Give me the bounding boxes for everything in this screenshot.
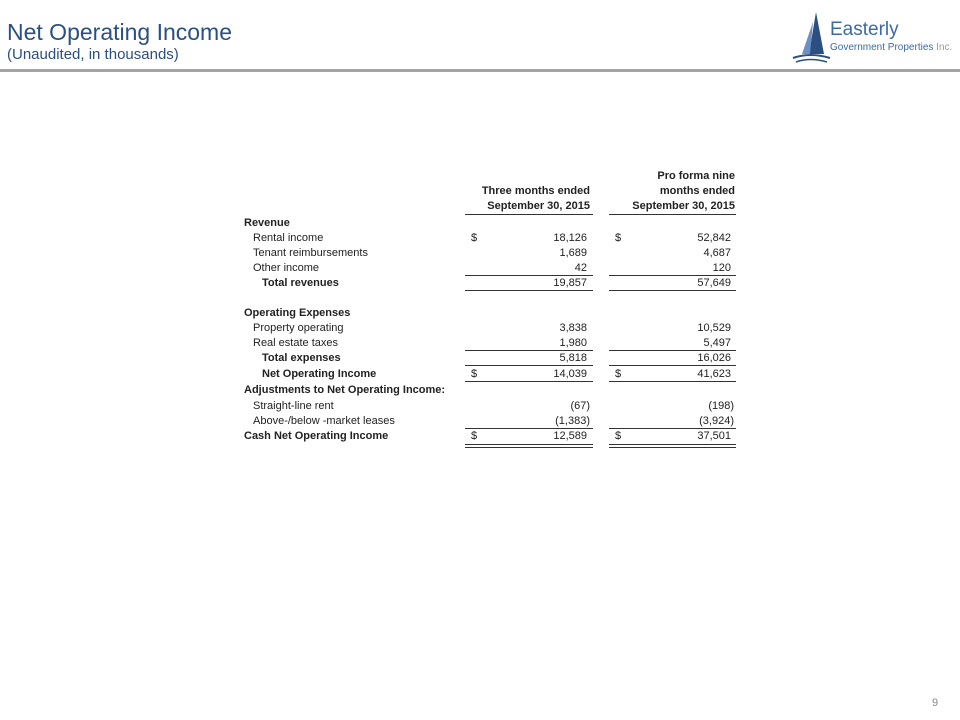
col2-header-line2: months ended	[659, 185, 735, 197]
row-value-col1: (1,383)	[555, 415, 590, 427]
row-value-col1: 19,857	[553, 277, 587, 289]
subtotal-rule	[465, 275, 593, 276]
section-revenue: Revenue	[244, 217, 290, 229]
col2-header-line3: September 30, 2015	[632, 200, 735, 212]
total-rule	[609, 290, 736, 291]
currency-symbol: $	[615, 368, 622, 380]
row-value-col2: 16,026	[697, 352, 731, 364]
row-label-noi: Net Operating Income	[262, 368, 377, 380]
col2-header-line1: Pro forma nine	[657, 170, 735, 182]
subtotal-rule	[609, 428, 736, 429]
row-value-col2: 10,529	[697, 322, 731, 334]
total-rule	[465, 290, 593, 291]
total-rule	[609, 381, 736, 382]
subtotal-rule	[609, 350, 736, 351]
subtotal-rule	[609, 275, 736, 276]
row-value-col1: 3,838	[559, 322, 587, 334]
row-value-col1: 1,689	[559, 247, 587, 259]
subtotal-rule	[465, 428, 593, 429]
row-label: Above-/below -market leases	[253, 415, 395, 427]
double-rule-bottom	[609, 447, 736, 448]
row-label: Rental income	[253, 232, 324, 244]
row-value-col2: 5,497	[703, 337, 731, 349]
col2-header-rule	[609, 214, 736, 215]
subtotal-rule	[465, 350, 593, 351]
row-value-col1: 5,818	[559, 352, 587, 364]
section-operating-expenses: Operating Expenses	[244, 307, 351, 319]
logo-wordmark: Easterly	[830, 19, 899, 40]
row-value-col2: 120	[712, 262, 731, 274]
row-value-col1: 42	[574, 262, 587, 274]
col1-header-line2: September 30, 2015	[487, 200, 590, 212]
logo-sub-text: Government Properties	[830, 42, 934, 53]
row-value-col2: 37,501	[697, 430, 731, 442]
currency-symbol: $	[615, 232, 622, 244]
col1-header-line1: Three months ended	[481, 185, 590, 197]
subtotal-rule	[609, 365, 736, 366]
subtotal-rule	[465, 365, 593, 366]
currency-symbol: $	[471, 232, 478, 244]
logo-inc: Inc.	[936, 42, 953, 53]
currency-symbol: $	[471, 368, 478, 380]
row-label-total: Total expenses	[262, 352, 341, 364]
row-value-col1: 12,589	[553, 430, 587, 442]
row-label: Real estate taxes	[253, 337, 338, 349]
row-label-cash-noi: Cash Net Operating Income	[244, 430, 389, 442]
currency-symbol: $	[615, 430, 622, 442]
row-value-col2: 52,842	[697, 232, 731, 244]
row-value-col2: 57,649	[697, 277, 731, 289]
section-adjustments: Adjustments to Net Operating Income:	[244, 384, 446, 396]
row-value-col2: 4,687	[703, 247, 731, 259]
row-label: Property operating	[253, 322, 344, 334]
row-label: Tenant reimbursements	[253, 247, 368, 259]
page-title: Net Operating Income	[7, 19, 233, 45]
col1-header-rule	[465, 214, 593, 215]
page-subtitle: (Unaudited, in thousands)	[7, 46, 179, 63]
row-value-col1: (67)	[570, 400, 590, 412]
row-label-total: Total revenues	[262, 277, 339, 289]
row-value-col1: 14,039	[553, 368, 587, 380]
row-value-col1: 18,126	[553, 232, 587, 244]
currency-symbol: $	[471, 430, 478, 442]
row-value-col1: 1,980	[559, 337, 587, 349]
row-value-col2: 41,623	[697, 368, 731, 380]
page-number: 9	[932, 697, 939, 709]
row-value-col2: (3,924)	[699, 415, 734, 427]
double-rule-top	[465, 444, 593, 445]
double-rule-bottom	[465, 447, 593, 448]
row-label: Other income	[253, 262, 320, 274]
row-value-col2: (198)	[708, 400, 734, 412]
total-rule	[465, 381, 593, 382]
double-rule-top	[609, 444, 736, 445]
row-label: Straight-line rent	[253, 400, 334, 412]
